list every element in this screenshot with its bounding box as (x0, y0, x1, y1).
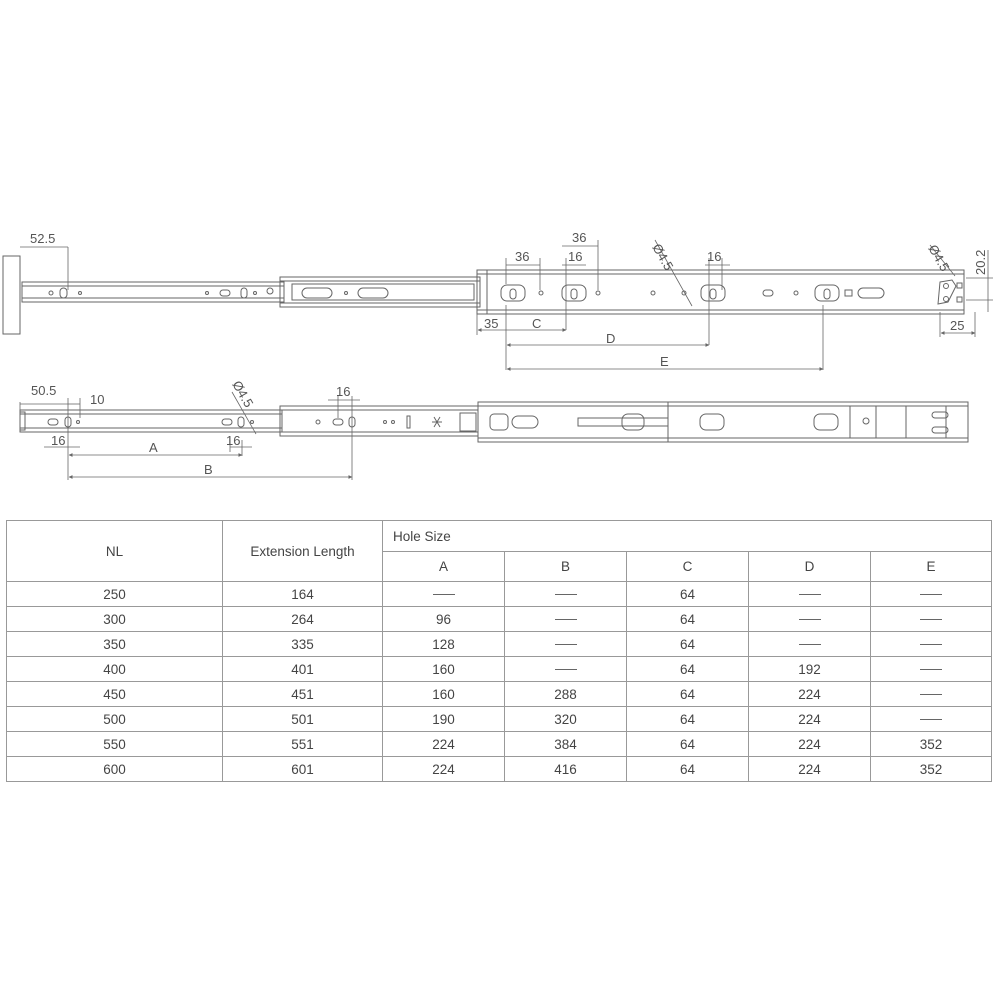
cell-b (505, 657, 627, 682)
cell-a: 190 (383, 707, 505, 732)
dash-mark (555, 594, 577, 595)
cell-b: 288 (505, 682, 627, 707)
cell-d: 224 (749, 732, 871, 757)
table-row (7, 607, 992, 632)
table-row (7, 732, 992, 757)
cell-ext: 601 (223, 757, 383, 782)
cell-b: 384 (505, 732, 627, 757)
table-body (7, 582, 992, 782)
cell-e (871, 707, 992, 732)
dash-mark (555, 644, 577, 645)
cell-b (505, 582, 627, 607)
dash-mark (920, 669, 942, 670)
cell-nl: 500 (7, 707, 223, 732)
header-extension-length: Extension Length (223, 521, 383, 582)
dim-35: 35 (484, 316, 499, 331)
cell-c: 64 (627, 757, 749, 782)
table-row (7, 682, 992, 707)
cell-e: 352 (871, 732, 992, 757)
cell-ext: 164 (223, 582, 383, 607)
dim-label-a: A (149, 440, 158, 455)
snowflake-icon (432, 417, 442, 427)
cell-c: 64 (627, 582, 749, 607)
header-col-b: B (505, 552, 627, 582)
table-row (7, 582, 992, 607)
dim-36-right: 36 (572, 230, 587, 245)
front-bracket (3, 256, 20, 334)
dash-mark (555, 669, 577, 670)
cell-a: 224 (383, 757, 505, 782)
top-view-labels (30, 230, 988, 369)
cell-a: 96 (383, 607, 505, 632)
cell-e (871, 657, 992, 682)
cell-ext: 451 (223, 682, 383, 707)
table-row (7, 707, 992, 732)
cell-d: 224 (749, 682, 871, 707)
cell-c: 64 (627, 707, 749, 732)
cell-d (749, 607, 871, 632)
outer-member (477, 270, 964, 314)
dim-label-e: E (660, 354, 669, 369)
cell-ext: 551 (223, 732, 383, 757)
header-col-d: D (749, 552, 871, 582)
cell-nl: 350 (7, 632, 223, 657)
cell-e (871, 607, 992, 632)
bottom-view-slide (20, 402, 968, 442)
specification-table (6, 520, 992, 782)
cell-a: 160 (383, 682, 505, 707)
cell-b (505, 607, 627, 632)
header-nl: NL (7, 521, 223, 582)
dash-mark (920, 594, 942, 595)
inner-member (22, 282, 284, 302)
dash-mark (920, 694, 942, 695)
cell-e (871, 582, 992, 607)
dash-mark (555, 619, 577, 620)
cell-c: 64 (627, 607, 749, 632)
cell-a: 224 (383, 732, 505, 757)
cell-ext: 264 (223, 607, 383, 632)
dash-mark (433, 594, 455, 595)
dash-mark (799, 644, 821, 645)
inner-member-side (20, 410, 282, 432)
cell-ext: 335 (223, 632, 383, 657)
cell-d: 224 (749, 757, 871, 782)
cell-d: 224 (749, 707, 871, 732)
table-row (7, 632, 992, 657)
cell-d (749, 632, 871, 657)
header-hole-size: Hole Size (383, 521, 992, 552)
cell-a (383, 582, 505, 607)
dash-mark (799, 619, 821, 620)
cell-c: 64 (627, 657, 749, 682)
cell-e: 352 (871, 757, 992, 782)
cell-nl: 300 (7, 607, 223, 632)
dim-16-b: 16 (707, 249, 722, 264)
dim-dia-b: Ø4.5 (925, 242, 953, 274)
header-col-a: A (383, 552, 505, 582)
cell-e (871, 682, 992, 707)
cell-a: 128 (383, 632, 505, 657)
cell-c: 64 (627, 732, 749, 757)
cell-ext: 401 (223, 657, 383, 682)
dash-mark (920, 719, 942, 720)
cell-d (749, 582, 871, 607)
dim-16-left: 16 (51, 433, 66, 448)
dash-mark (799, 594, 821, 595)
dim-52-5: 52.5 (30, 231, 56, 246)
dim-36-left: 36 (515, 249, 530, 264)
header-col-e: E (871, 552, 992, 582)
dim-10: 10 (90, 392, 105, 407)
dim-label-c: C (532, 316, 542, 331)
dim-20-2: 20.2 (973, 249, 988, 275)
dash-mark (920, 619, 942, 620)
table-row (7, 657, 992, 682)
cell-b (505, 632, 627, 657)
dim-dia-a: Ø4.5 (649, 241, 677, 273)
outer-member-side (478, 402, 968, 442)
cell-b: 320 (505, 707, 627, 732)
top-view-dimensions (20, 240, 993, 370)
dash-mark (920, 644, 942, 645)
cell-nl: 400 (7, 657, 223, 682)
header-col-c: C (627, 552, 749, 582)
cell-nl: 450 (7, 682, 223, 707)
dim-16-mid: 16 (226, 433, 241, 448)
cell-c: 64 (627, 682, 749, 707)
dim-dia-bottom: Ø4.5 (229, 378, 257, 410)
dim-50-5: 50.5 (31, 383, 57, 398)
dim-16-a: 16 (568, 249, 583, 264)
dim-16-top: 16 (336, 384, 351, 399)
cell-d: 192 (749, 657, 871, 682)
cell-c: 64 (627, 632, 749, 657)
cell-e (871, 632, 992, 657)
cell-ext: 501 (223, 707, 383, 732)
dim-label-b: B (204, 462, 213, 477)
table-row (7, 757, 992, 782)
cell-nl: 550 (7, 732, 223, 757)
dim-label-d: D (606, 331, 616, 346)
cell-nl: 250 (7, 582, 223, 607)
cell-a: 160 (383, 657, 505, 682)
dim-25: 25 (950, 318, 965, 333)
cell-b: 416 (505, 757, 627, 782)
cell-nl: 600 (7, 757, 223, 782)
